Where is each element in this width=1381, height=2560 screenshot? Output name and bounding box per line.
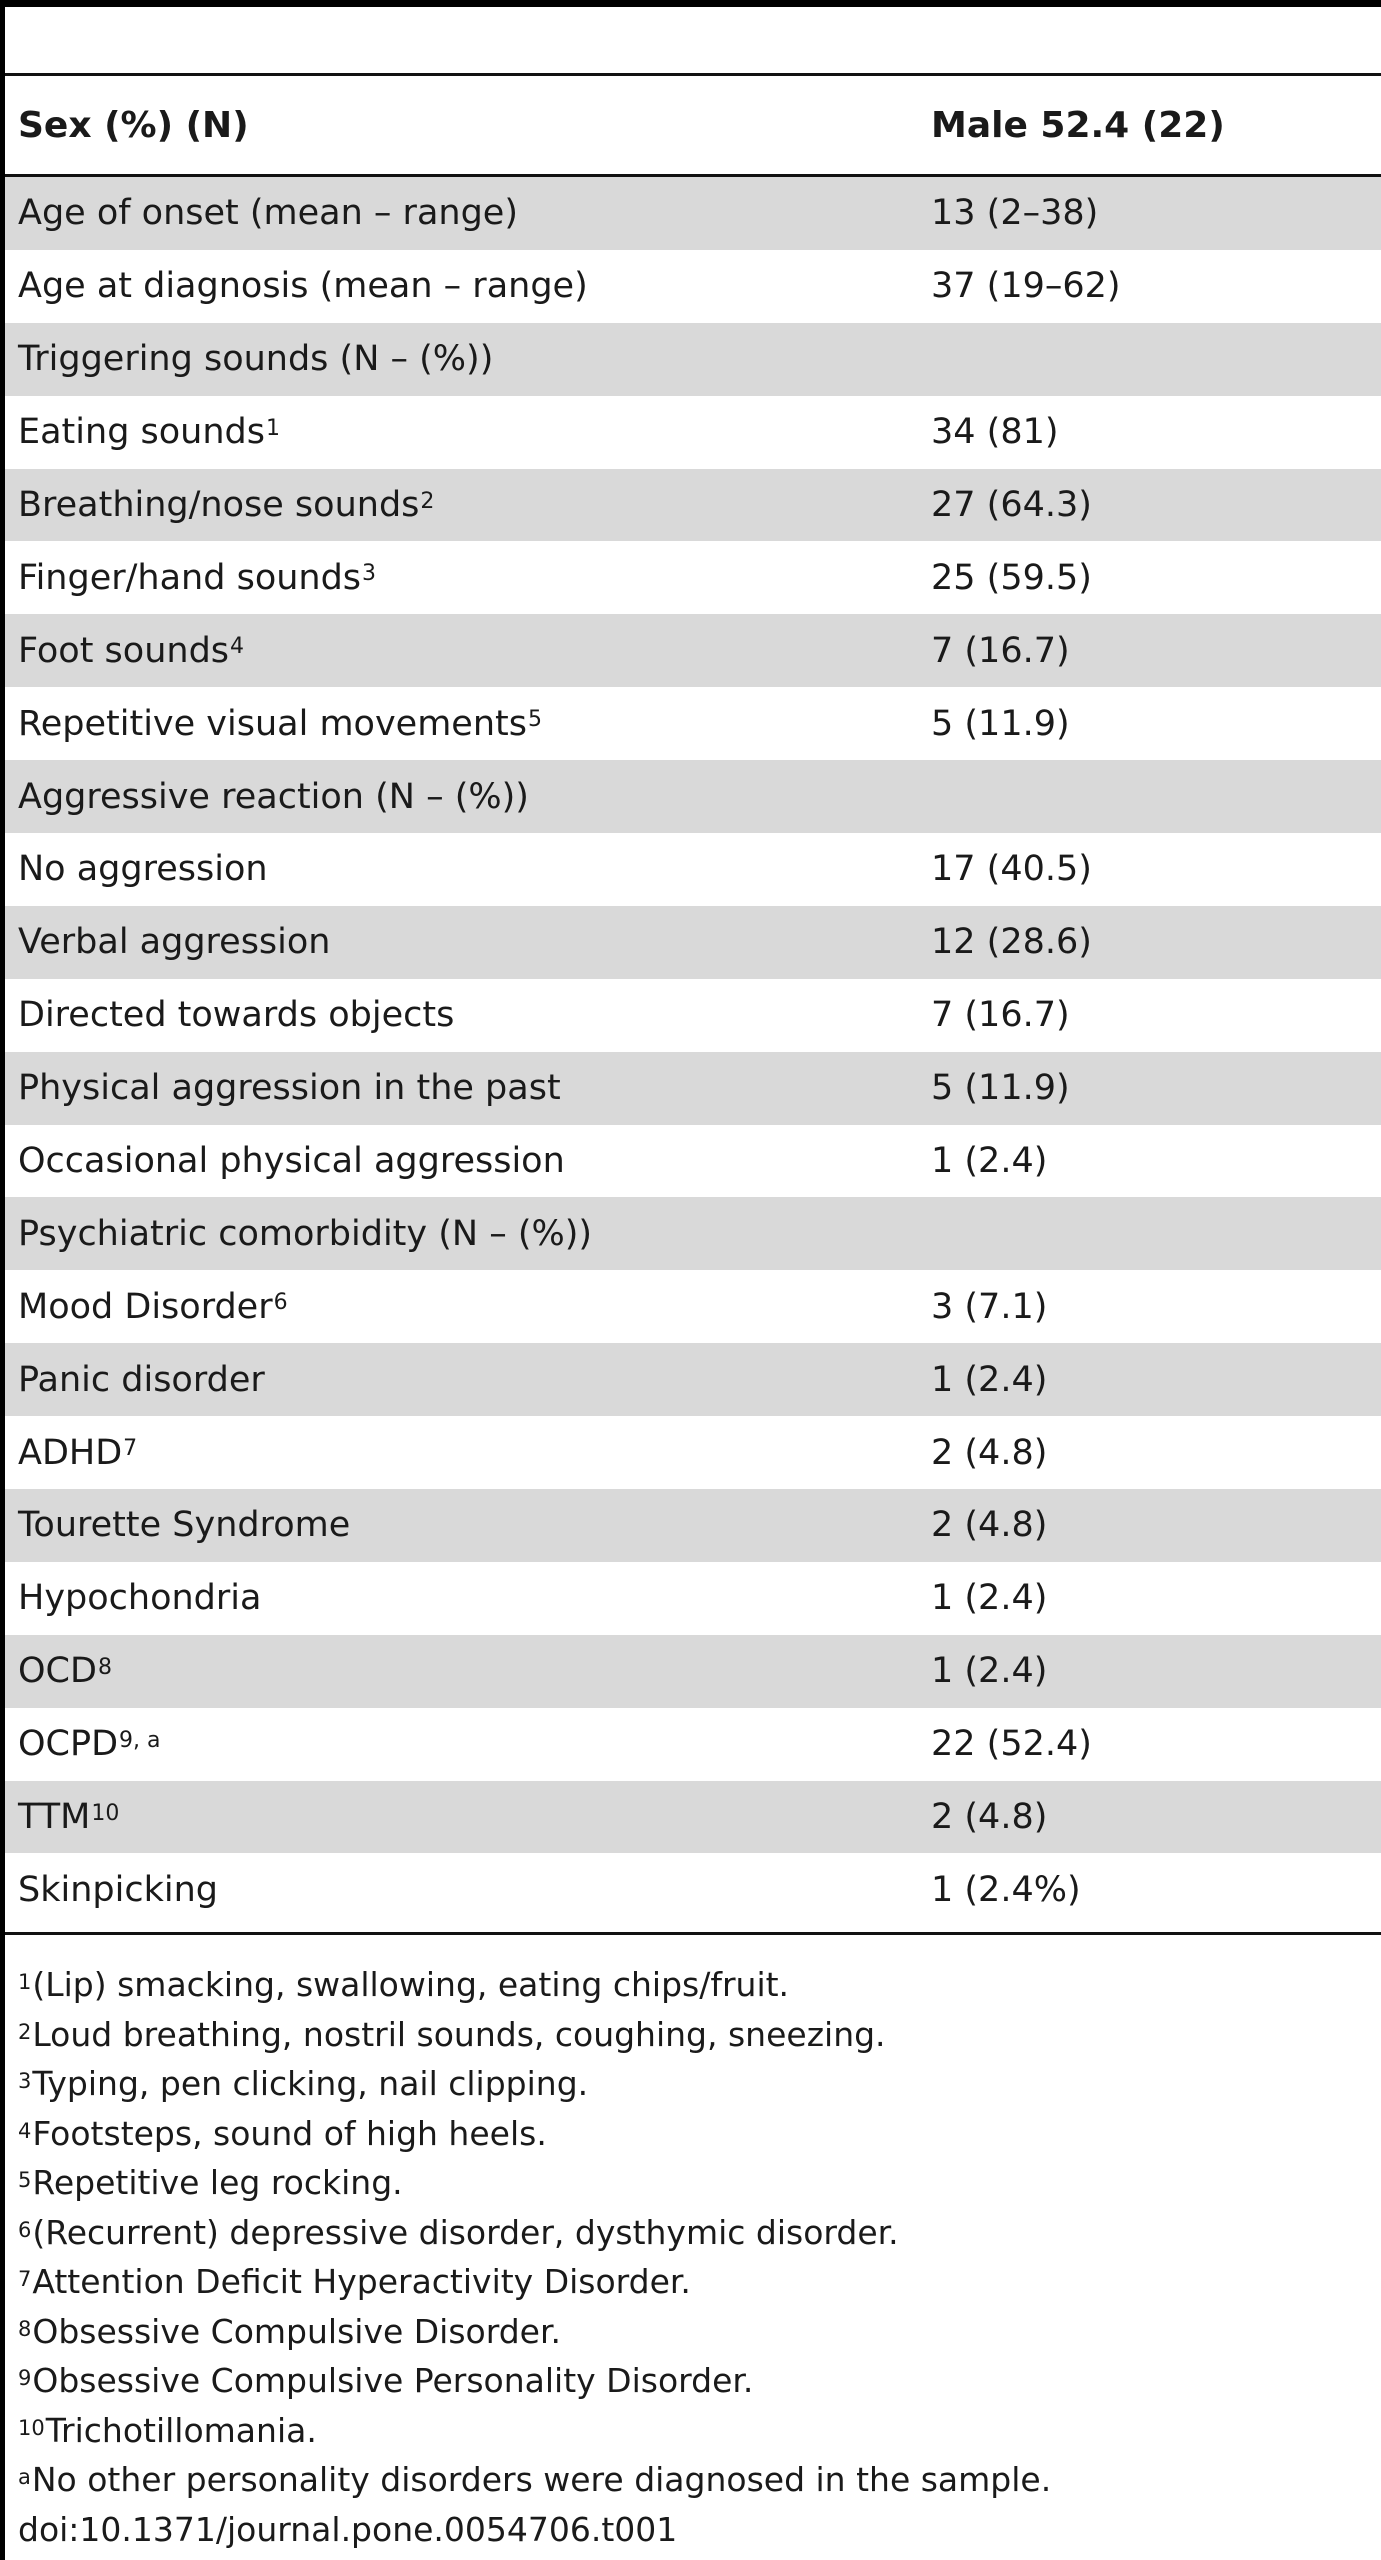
row-label: Age at diagnosis (mean – range) xyxy=(18,266,588,307)
row-label-cell xyxy=(18,1416,137,1489)
row-value-cell: 7 (16.7) xyxy=(931,630,1070,671)
row-footnote-marker: 1 xyxy=(266,415,280,441)
row-label-cell xyxy=(18,1781,119,1854)
row-label-cell xyxy=(18,396,280,469)
footnote-text: No other personality disorders were diagnosed in the sample. xyxy=(31,2460,1052,2499)
footnote-marker: 3 xyxy=(18,2069,32,2093)
footnote-text: Typing, pen clicking, nail clipping. xyxy=(32,2064,589,2103)
table-row xyxy=(5,250,1381,323)
row-value-cell: 2 (4.8) xyxy=(931,1505,1048,1546)
footnote xyxy=(18,2109,1368,2159)
footnote-marker: 10 xyxy=(18,2415,45,2440)
row-footnote-marker: 5 xyxy=(527,707,542,733)
row-label-cell xyxy=(18,1853,218,1926)
table-row xyxy=(5,1270,1381,1343)
footnote-text: doi:10.1371/journal.pone.0054706.t001 xyxy=(18,2509,678,2549)
row-footnote-marker: 7 xyxy=(123,1436,138,1462)
row-value-cell: 2 (4.8) xyxy=(931,1432,1048,1473)
footnote-marker: 9 xyxy=(18,2366,32,2390)
footnote-marker: 8 xyxy=(18,2316,32,2341)
row-footnote-marker: 6 xyxy=(273,1290,288,1316)
footnote xyxy=(18,2406,1368,2456)
footnote xyxy=(18,2208,1368,2258)
table-row xyxy=(5,1562,1381,1635)
row-label-cell xyxy=(18,177,518,250)
row-label: TTM xyxy=(18,1797,91,1838)
row-label-cell xyxy=(18,1125,565,1198)
header-cell-variable: Sex (%) (N) xyxy=(18,104,249,146)
table-row xyxy=(5,833,1381,906)
row-value-cell: 25 (59.5) xyxy=(931,557,1092,598)
row-label-cell xyxy=(18,833,268,906)
table-row xyxy=(5,1125,1381,1198)
table-row xyxy=(5,760,1381,833)
footnote-text: Loud breathing, nostril sounds, coughing, sneezing. xyxy=(32,2014,886,2054)
row-value-cell: 34 (81) xyxy=(931,412,1059,453)
table-row xyxy=(5,1853,1381,1926)
footnote-marker: 1 xyxy=(18,1970,32,1994)
row-label: OCD xyxy=(18,1651,97,1692)
header-cell-value: Male 52.4 (22) xyxy=(931,104,1225,146)
row-label: Foot sounds xyxy=(18,630,230,671)
row-value-cell: 13 (2–38) xyxy=(931,193,1099,234)
row-label: Mood Disorder xyxy=(18,1286,273,1327)
footnote-marker: 7 xyxy=(18,2267,32,2291)
row-label: Psychiatric comorbidity (N – (%)) xyxy=(18,1213,593,1254)
row-label-cell xyxy=(18,469,434,542)
footnote-text: (Recurrent) depressive disorder, dysthymic disorder. xyxy=(32,2212,899,2252)
row-label: Panic disorder xyxy=(18,1359,265,1400)
row-value-cell: 22 (52.4) xyxy=(931,1724,1092,1765)
row-value-cell: 1 (2.4) xyxy=(931,1651,1048,1692)
row-value-cell: 27 (64.3) xyxy=(931,485,1092,525)
row-value-cell: 12 (28.6) xyxy=(931,922,1092,963)
row-value-cell: 1 (2.4) xyxy=(931,1359,1048,1400)
row-value-cell: 5 (11.9) xyxy=(931,703,1070,744)
row-label-cell xyxy=(18,760,529,833)
row-value-cell: 37 (19–62) xyxy=(931,266,1121,307)
row-footnote-marker: 9, a xyxy=(119,1727,161,1753)
row-label: Directed towards objects xyxy=(18,995,455,1036)
table-row xyxy=(5,1343,1381,1416)
table-row xyxy=(5,687,1381,760)
table-row xyxy=(5,614,1381,687)
row-value-cell: 2 (4.8) xyxy=(931,1797,1048,1838)
row-label: Physical aggression in the past xyxy=(18,1068,561,1109)
row-label-cell xyxy=(18,1270,288,1343)
footnote xyxy=(18,2010,1368,2060)
table-row xyxy=(5,1052,1381,1125)
row-label: Triggering sounds (N – (%)) xyxy=(18,339,494,380)
row-label: Breathing/nose sounds xyxy=(18,485,420,525)
row-footnote-marker: 4 xyxy=(230,634,245,660)
row-value-cell: 1 (2.4) xyxy=(931,1141,1048,1182)
row-label-cell xyxy=(18,979,454,1052)
footnote-text: Attention Deficit Hyperactivity Disorder. xyxy=(32,2262,691,2301)
row-value-cell: 1 (2.4) xyxy=(931,1578,1048,1619)
footnote-text: Obsessive Compulsive Personality Disorder. xyxy=(32,2361,754,2400)
row-label-cell xyxy=(18,541,376,614)
footnote-marker: 4 xyxy=(18,2118,32,2143)
row-footnote-marker: 10 xyxy=(91,1800,120,1826)
row-label: Age of onset (mean – range) xyxy=(18,193,518,234)
footnote-marker: a xyxy=(18,2465,31,2489)
footnote-text: Footsteps, sound of high heels. xyxy=(32,2113,547,2153)
row-value-cell: 17 (40.5) xyxy=(931,849,1092,890)
table-row xyxy=(5,1635,1381,1708)
table-row xyxy=(5,177,1381,250)
row-label: Hypochondria xyxy=(18,1578,262,1619)
table-row xyxy=(5,1781,1381,1854)
table-footnotes xyxy=(18,1960,1368,2554)
row-label-cell xyxy=(18,906,331,979)
row-label: Occasional physical aggression xyxy=(18,1141,565,1182)
row-label: Finger/hand sounds xyxy=(18,557,362,598)
row-value-cell: 7 (16.7) xyxy=(931,995,1070,1036)
row-value-cell: 3 (7.1) xyxy=(931,1286,1048,1327)
row-label: ADHD xyxy=(18,1432,123,1473)
table-row xyxy=(5,1197,1381,1270)
row-label-cell xyxy=(18,1197,592,1270)
row-label-cell xyxy=(18,1052,561,1125)
table-row xyxy=(5,469,1381,542)
table-row xyxy=(5,1489,1381,1562)
footnote-text: Repetitive leg rocking. xyxy=(32,2163,403,2202)
footnote xyxy=(18,2455,1368,2505)
row-label-cell xyxy=(18,323,493,396)
footnote-marker: 6 xyxy=(18,2217,32,2242)
footnote xyxy=(18,2257,1368,2307)
row-label-cell xyxy=(18,614,244,687)
row-footnote-marker: 3 xyxy=(362,561,377,587)
table-body xyxy=(5,177,1381,1926)
footnote xyxy=(18,2356,1368,2406)
footnote-marker: 2 xyxy=(18,2019,32,2044)
footnote xyxy=(18,2158,1368,2208)
row-label: Verbal aggression xyxy=(18,922,331,963)
footnote xyxy=(18,1960,1368,2010)
row-footnote-marker: 2 xyxy=(420,488,435,514)
row-label-cell xyxy=(18,250,588,323)
footnote-marker: 5 xyxy=(18,2168,32,2192)
row-label: No aggression xyxy=(18,849,268,890)
table-row xyxy=(5,1708,1381,1781)
table-row xyxy=(5,1416,1381,1489)
table-bottom-rule xyxy=(5,1932,1381,1935)
row-label-cell xyxy=(18,687,542,760)
row-label-cell xyxy=(18,1635,112,1708)
footnote xyxy=(18,2059,1368,2109)
row-footnote-marker: 8 xyxy=(97,1654,112,1680)
row-label-cell xyxy=(18,1562,261,1635)
row-label: Tourette Syndrome xyxy=(18,1505,351,1546)
footnote xyxy=(18,2307,1368,2357)
row-value-cell: 5 (11.9) xyxy=(931,1068,1070,1109)
footnote-text: Trichotillomania. xyxy=(45,2410,317,2450)
table-header-row xyxy=(5,76,1381,174)
row-label: Skinpicking xyxy=(18,1869,218,1910)
doi-line xyxy=(18,2505,1368,2555)
footnote-text: Obsessive Compulsive Disorder. xyxy=(32,2311,561,2351)
table-row xyxy=(5,396,1381,469)
row-value-cell: 1 (2.4%) xyxy=(931,1869,1081,1910)
table-row xyxy=(5,323,1381,396)
footnote-text: (Lip) smacking, swallowing, eating chips/fruit. xyxy=(32,1965,790,2004)
row-label: OCPD xyxy=(18,1724,119,1765)
top-border-rule xyxy=(0,0,1381,7)
table-row xyxy=(5,979,1381,1052)
table-row xyxy=(5,906,1381,979)
row-label: Aggressive reaction (N – (%)) xyxy=(18,776,529,817)
table-row xyxy=(5,541,1381,614)
row-label-cell xyxy=(18,1343,265,1416)
row-label-cell xyxy=(18,1708,161,1781)
row-label: Eating sounds xyxy=(18,412,265,453)
row-label-cell xyxy=(18,1489,350,1562)
row-label: Repetitive visual movements xyxy=(18,703,527,744)
